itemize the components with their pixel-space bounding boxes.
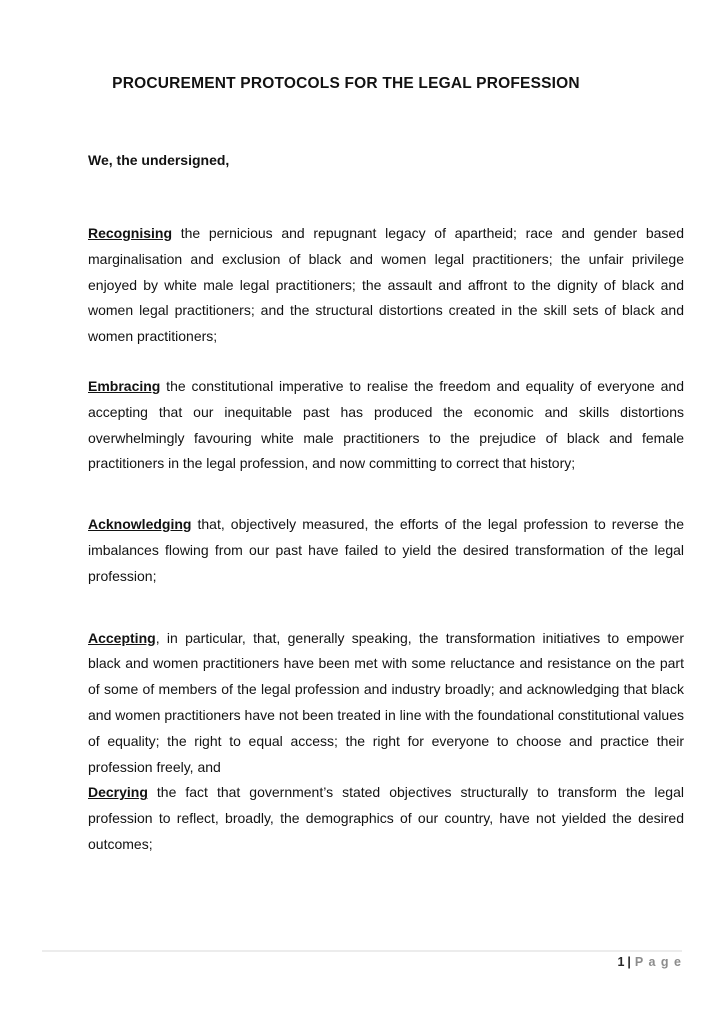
paragraph-text: , in particular, that, generally speaking, the transformation initiatives to empower black and women practitioners have been met with some reluctance and resistance on the part of some of members of the legal profession and industry broadly; and acknowledging that black and women practitioners have not been treated in line with the foundational constitutional values of equality; the right to equal access; the right for everyone to choose and practice their profession freely, and	[88, 629, 684, 775]
paragraph-decrying	[88, 780, 684, 857]
paragraph-recognising	[88, 221, 684, 350]
paragraph-lead: Embracing	[88, 377, 161, 394]
paragraph-lead: Recognising	[88, 225, 173, 241]
page-label: P a g e	[634, 955, 682, 969]
paragraph-text: the fact that government’s stated objectives structurally to transform the legal profession to reflect, broadly, the demographics of our country, have not yielded the desired outcomes;	[88, 784, 684, 852]
paragraph-embracing	[88, 374, 684, 477]
paragraph-text: that, objectively measured, the efforts of the legal profession to reverse the imbalances flowing from our past have failed to yield the desired transformation of the legal profession;	[88, 516, 684, 584]
paragraph-text: the constitutional imperative to realise the freedom and equality of everyone and accepting that our inequitable past has produced the economic and skills distortions overwhelmingly favouring white male practitioners to the prejudice of black and female practitioners in the legal profession, and now committing to correct that history;	[88, 377, 684, 472]
footer-divider	[42, 950, 682, 952]
page-number: 1	[617, 955, 625, 969]
document-title: PROCUREMENT PROTOCOLS FOR THE LEGAL PROFESSION	[112, 75, 580, 92]
paragraph-acknowledging	[88, 512, 684, 589]
page-footer	[617, 955, 682, 969]
salutation: We, the undersigned,	[88, 152, 230, 168]
footer-separator: |	[627, 955, 631, 969]
paragraph-lead: Accepting	[88, 629, 156, 646]
paragraph-accepting	[88, 626, 684, 781]
paragraph-lead: Acknowledging	[88, 516, 192, 533]
paragraph-text: the pernicious and repugnant legacy of apartheid; race and gender based marginalisation and exclusion of black and women legal practitioners; the unfair privilege enjoyed by white male legal practitioners; the assault and affront to the dignity of black and women legal practitioners; and the structural distortions created in the skill sets of black and women practitioners;	[88, 225, 684, 345]
paragraph-lead: Decrying	[88, 784, 148, 801]
